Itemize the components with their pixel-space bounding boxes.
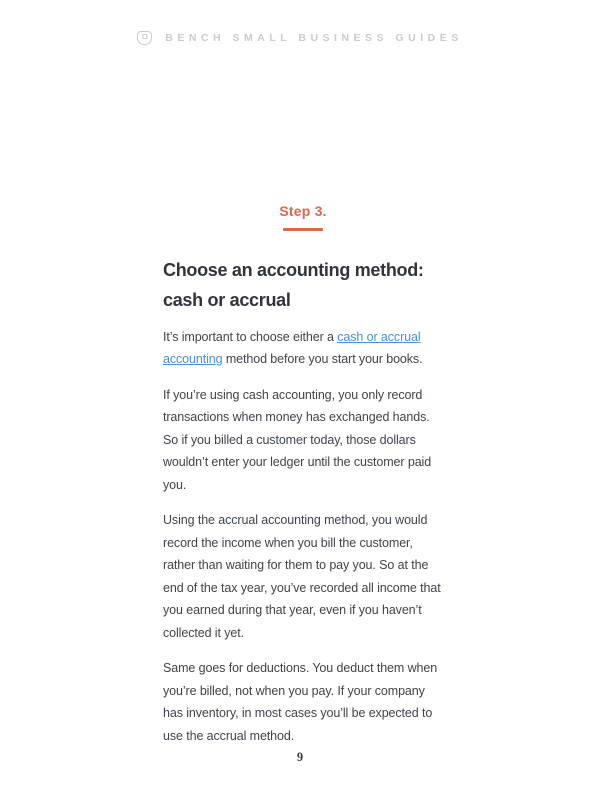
step-divider — [283, 228, 323, 231]
paragraph-intro-after-link: method before you start your books. — [222, 352, 423, 366]
brand-title: BENCH SMALL BUSINESS GUIDES — [165, 32, 463, 44]
bench-shield-icon-inner — [142, 34, 147, 39]
paragraph-cash-accounting: If you’re using cash accounting, you only record transactions when money has exchanged hands. So if you billed a customer today, those dollars wouldn’t enter your ledger until the customer paid you. — [163, 387, 432, 492]
page-header — [0, 31, 600, 45]
article-title — [163, 255, 443, 315]
article — [163, 203, 443, 760]
paragraph-deductions: Same goes for deductions. You deduct them when you’re billed, not when you pay. If your company has inventory, in most cases you’ll be expected to use the accrual method. — [163, 661, 438, 743]
bench-shield-icon — [137, 31, 152, 45]
cash-or-accrual-accounting-link[interactable]: cash or accrual accounting — [163, 329, 421, 366]
paragraph-intro-before-link: It’s important to choose either a — [163, 329, 338, 344]
page-number: 9 — [296, 750, 304, 764]
paragraph-intro — [163, 326, 443, 371]
article-title-line1: Choose an accounting method: — [163, 259, 424, 280]
step-indicator — [163, 203, 443, 231]
step-label: Step 3. — [279, 203, 327, 219]
article-title-line2: cash or accrual — [163, 289, 291, 310]
paragraph-accrual-accounting: Using the accrual accounting method, you would record the income when you bill the customer, rather than waiting for them to pay you. So at the end of the tax year, you’ve recorded all income that you earned during that year, even if you haven’t collected it yet. — [163, 513, 441, 640]
page-footer — [0, 748, 600, 766]
